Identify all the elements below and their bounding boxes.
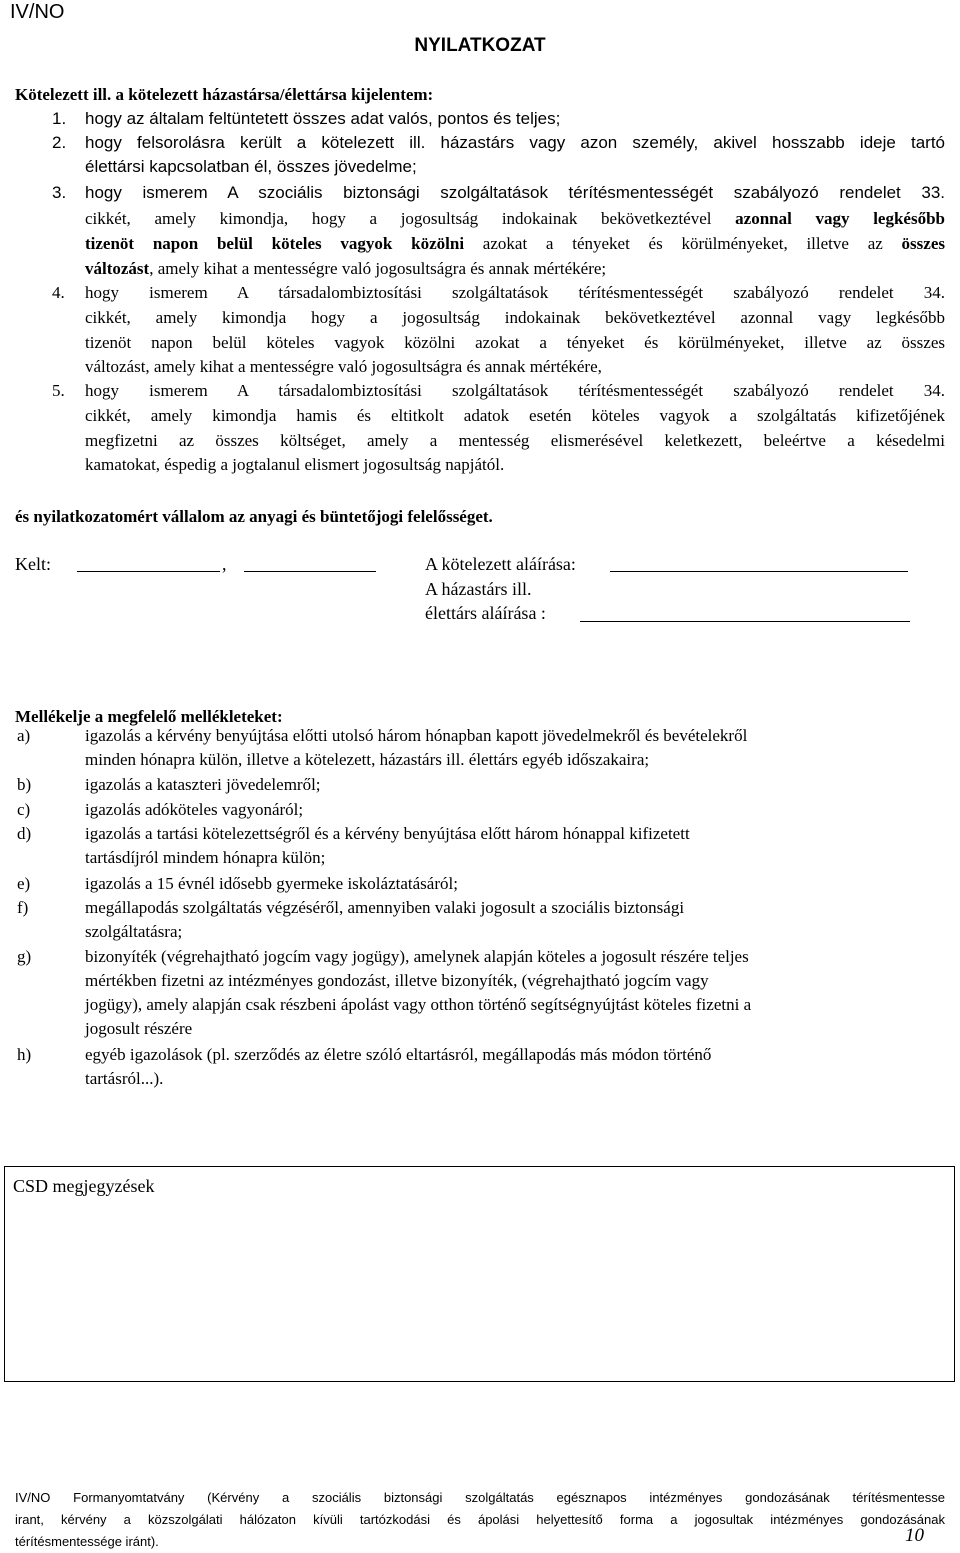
footer-line: irant, kérvény a közszolgálati hálózaton kívüli tartózkodási és ápolási helyettesítő forma a jogosultak intézményes gondozásának xyxy=(15,1512,945,1527)
declaration-line: cikkét, amely kimondja hogy a jogosultság indokainak bekövetkeztével azonnal vagy legkésőbb xyxy=(85,308,945,327)
attachment-line: igazolás a tartási kötelezettségről és a kérvény benyújtása előtt három hónappal kifizetett xyxy=(85,824,690,843)
kelt-comma: , xyxy=(222,554,227,574)
attachment-line: jogügy), amely alapján csak részbeni ápolást vagy otthon történő segítségnyújtást köteles fizetni a xyxy=(85,995,752,1014)
declaration-line: élettársi kapcsolatban él, összes jövedelme; xyxy=(85,157,417,176)
declaration-line: hogy felsorolásra került a kötelezett ill. házastárs vagy azon személy, akivel hosszabb ideje tartó xyxy=(85,133,945,152)
csd-notes-box[interactable] xyxy=(4,1166,955,1382)
declaration-line: cikkét, amely kimondja hamis és eltitkolt adatok esetén köteles vagyok a szolgáltatás kifizetőjének xyxy=(85,406,945,425)
declaration-line: megfizetni az összes költséget, amely a mentesség elismerésével keletkezett, beleértve a késedelmi xyxy=(85,431,945,450)
attachment-line: igazolás a 15 évnél idősebb gyermeke iskoláztatásáról; xyxy=(85,874,458,893)
declaration-line: tizenöt napon belül köteles vagyok közölni azokat a tényeket és körülményeket, illetve az összes xyxy=(85,234,945,253)
declaration-line: cikkét, amely kimondja, hogy a jogosultság indokainak bekövetkeztével azonnal vagy legkésőbb xyxy=(85,209,945,228)
declaration-number: 2. xyxy=(52,133,67,152)
obligor-signature-label: A kötelezett aláírása: xyxy=(425,554,576,574)
attachment-letter: b) xyxy=(17,775,32,794)
declaration-number: 4. xyxy=(52,283,65,302)
attachment-line: igazolás a kérvény benyújtása előtti utolsó három hónapban kapott jövedelmekről és bevételekről xyxy=(85,726,748,745)
declaration-line: hogy ismerem A társadalombiztosítási szolgáltatások térítésmentességét szabályozó rendelet 34. xyxy=(85,381,945,400)
footer xyxy=(15,1487,945,1553)
attachment-line: tartásdíjról mindem hónapra külön; xyxy=(85,848,326,867)
attachment-line: igazolás a kataszteri jövedelemről; xyxy=(85,775,321,794)
attachment-line: mértékben fizetni az intézményes gondozást, illetve bizonyíték, (végrehajtható jogcím vagy xyxy=(85,971,709,990)
spouse-signature-label: élettárs aláírása : xyxy=(425,603,546,623)
spouse-signature-label: A házastárs ill. xyxy=(425,579,532,599)
attachment-line: bizonyíték (végrehajtható jogcím vagy jogügy), amelynek alapján köteles a jogosult részére teljes xyxy=(85,947,749,966)
declaration-line: hogy az általam feltüntetett összes adat valós, pontos és teljes; xyxy=(85,109,561,128)
declaration-intro: Kötelezett ill. a kötelezett házastársa/élettársa kijelentem: xyxy=(15,85,434,104)
attachment-line: igazolás adóköteles vagyonáról; xyxy=(85,800,304,819)
declaration-number: 1. xyxy=(52,109,67,128)
csd-notes-label: CSD megjegyzések xyxy=(13,1176,155,1196)
declaration-number: 3. xyxy=(52,183,67,202)
spouse-signature-line xyxy=(580,621,910,622)
declaration-line: kamatokat, éspedig a jogtalanul elismert jogosultság napjától. xyxy=(85,455,505,474)
kelt-date-line xyxy=(244,571,376,572)
attachment-letter: c) xyxy=(17,800,31,819)
declaration-number: 5. xyxy=(52,381,65,400)
declaration-line: tizenöt napon belül köteles vagyok közölni azokat a tényeket és körülményeket, illetve az összes xyxy=(85,333,945,352)
attachment-line: egyéb igazolások (pl. szerződés az életre szóló eltartásról, megállapodás más módon történő xyxy=(85,1045,712,1064)
declaration-line: változást, amely kihat a mentességre való jogosultságra és annak mértékére, xyxy=(85,357,602,376)
page-title: NYILATKOZAT xyxy=(414,35,546,56)
footer-line: IV/NO Formanyomtatvány (Kérvény a szociális biztonsági szolgáltatás egésznapos intézményes gondozásának térítésmentesse xyxy=(15,1490,945,1505)
attachments-title: Mellékelje a megfelelő mellékleteket: xyxy=(15,707,283,726)
attachment-line: megállapodás szolgáltatás végzéséről, amennyiben valaki jogosult a szociális biztonsági xyxy=(85,898,685,917)
page-number: 10 xyxy=(905,1525,924,1546)
attachment-letter: d) xyxy=(17,824,32,843)
declaration-line: változást, amely kihat a mentességre való jogosultságra és annak mértékére; xyxy=(85,259,607,278)
kelt-place-line xyxy=(77,571,220,572)
footer-line: térítésmentessége iránt). xyxy=(15,1534,159,1549)
attachment-letter: h) xyxy=(17,1045,32,1064)
attachment-line: minden hónapra külön, illetve a kötelezett, házastárs ill. élettárs egyéb időszakaira; xyxy=(85,750,650,769)
obligor-signature-line xyxy=(610,571,908,572)
declaration-line: hogy ismerem A társadalombiztosítási szolgáltatások térítésmentességét szabályozó rendelet 34. xyxy=(85,283,945,302)
liability-pledge: és nyilatkozatomért vállalom az anyagi és büntetőjogi felelősséget. xyxy=(15,507,493,526)
attachment-line: tartásról...). xyxy=(85,1069,164,1088)
attachment-line: szolgáltatásra; xyxy=(85,922,183,941)
attachment-letter: a) xyxy=(17,726,31,745)
attachment-letter: g) xyxy=(17,947,32,966)
kelt-label: Kelt: xyxy=(15,554,51,574)
attachment-letter: f) xyxy=(17,898,29,917)
attachment-line: jogosult részére xyxy=(85,1019,193,1038)
declaration-line: hogy ismerem A szociális biztonsági szolgáltatások térítésmentességét szabályozó rendelet 33. xyxy=(85,183,945,202)
form-code: IV/NO xyxy=(10,1,65,23)
attachment-letter: e) xyxy=(17,874,31,893)
